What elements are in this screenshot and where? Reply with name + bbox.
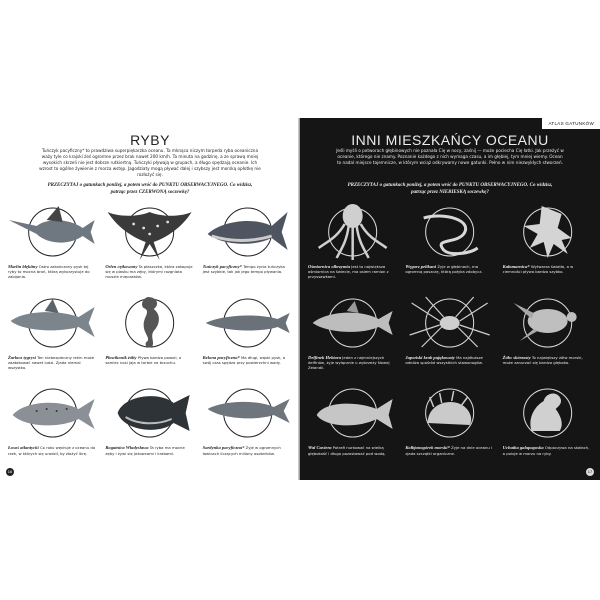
- species-card: [306, 198, 399, 289]
- species-caption: Sardynka pacyficzna* Żyje w ogromnych ławicach liczących miliony osobników.: [202, 445, 281, 456]
- whale-illustration: [306, 379, 399, 443]
- shark-illustration: [6, 289, 99, 353]
- page-title: RYBY: [130, 132, 170, 148]
- dolphin-illustration: [306, 289, 399, 353]
- seahorse-illustration: [103, 289, 196, 353]
- species-caption: Kałamarnica* Wytwarza światło, a w ciemności pływa bardzo szybko.: [502, 264, 574, 275]
- species-caption: Belona pacyficzna* Ma długi, wąski pysk, a swój czas spędza przy powierzchni wody.: [202, 354, 286, 365]
- page-number: 17: [587, 469, 593, 474]
- species-card: [403, 289, 496, 380]
- species-caption: Uchatka galapagoska Odpoczywa na skałach, a poluje w morzu na ryby.: [502, 445, 590, 456]
- species-caption: Łosoś atlantycki Co roku wędruje z oceanu do rzek, w których się urodził, by złożyć ikrę.: [8, 445, 96, 456]
- species-card: [201, 379, 294, 470]
- species-card: [6, 198, 99, 289]
- page-title: INNI MIESZKAŃCY OCEANU: [351, 132, 549, 148]
- species-card: [6, 379, 99, 470]
- observation-prompt: PRZECZYTAJ o gatunkach poniżej, a potem wróć do PUNKTU OBSERWACYJNEGO. Co widzisz, patrząc przez NIEBIESKĄ soczewkę?: [347, 183, 553, 195]
- species-caption: Japoński krab pająkowaty Ma najdłuższe odnóża spośród wszystkich stawonogów.: [405, 354, 483, 365]
- sea-cucumber-illustration: [403, 379, 496, 443]
- eel-illustration: [403, 198, 496, 262]
- species-grid: [6, 198, 294, 470]
- species-card: [501, 198, 594, 289]
- tuna-illustration: [201, 198, 294, 262]
- squid-illustration: [501, 198, 594, 262]
- species-card: [6, 289, 99, 380]
- salmon-illustration: [6, 379, 99, 443]
- species-card: [501, 379, 594, 470]
- right-page: [300, 118, 600, 480]
- triggerfish-illustration: [103, 379, 196, 443]
- species-caption: Ośmiornica olbrzymia Jest to największa ośmiornica na świecie, ma osiem ramion z przyssawkami.: [308, 264, 389, 280]
- species-caption: Żarłacz tygrysi Ten niebezpieczny rekin może zaatakować nawet ludzi. Zjada niemal wszystko.: [8, 354, 95, 371]
- species-caption: Marlin błękitny Ostro zakończony pysk tej ryby to mocna broń, którą wykorzystuje do zabijania.: [8, 264, 90, 280]
- species-card: [103, 198, 196, 289]
- species-caption: Żółw skórzasty To największy żółw morski, może zanurzać się bardzo głęboko.: [502, 354, 583, 365]
- turtle-illustration: [501, 289, 594, 353]
- species-card: [501, 289, 594, 380]
- intro-text: Jeśli myśli o potworach głębinowych nie poznała Cię w nocy, zaśnij — może pociecha Cię łatki. Jak przeżyć w oceanie, którego nie znamy. Poznanie każdego z nich wymaga czasu, a im głębiej, tym mniej wiemy. Ocean to nadal miejsce tajemnicze, w którym wciąż odkrywamy nowe gatunki. Pełno w nim niezwykłych stworzeń.: [336, 148, 564, 165]
- species-caption: Rogatnica Władysława Ta ryba ma mocne zęby i żywi się jeżowcami i krabami.: [105, 445, 185, 456]
- species-card: [201, 198, 294, 289]
- species-card: [306, 379, 399, 470]
- left-page: [0, 118, 300, 480]
- intro-text: Tuńczyk pacyficzny* to prawdziwa superpiękarzka oceanu. Ta mknąca niczym torpeda ryba oceaniczna waży tyle co krajski żeś ogromne przez brak nawet 200 km/h. Ta minuta na godzinę, a ze sprawą mniej wysokich skrzeli nie jest dobrze rutkiertną. Tuńczyki pływają w grupach, a długo spędzają oceanie. Ich wzrost to ogólne żywienie z morza wstęp. Jagodziaty mogą pływać dalej i szybszy jest morską opłotkę nie rozłożyć się.: [39, 148, 261, 177]
- species-card: [403, 198, 496, 289]
- species-card: [201, 289, 294, 380]
- species-card: [103, 289, 196, 380]
- species-caption: Tuńczyk pacyficzny* Tempo życia tuńczyka jest szybkie, tak jak jego tempo pływania.: [202, 264, 285, 275]
- species-caption: Pławikonik żółty Pływa bardzo powoli, a samiec nosi jaja w torbie na brzuchu.: [105, 354, 182, 365]
- species-card: [103, 379, 196, 470]
- page-number: 16: [7, 469, 13, 474]
- section-tab: ATLAS GATUNKÓW: [542, 118, 600, 129]
- needlefish-illustration: [201, 289, 294, 353]
- sea-lion-illustration: [501, 379, 594, 443]
- species-card: [403, 379, 496, 470]
- species-card: [306, 289, 399, 380]
- marlin-illustration: [6, 198, 99, 262]
- sardine-illustration: [201, 379, 294, 443]
- octopus-illustration: [306, 198, 399, 262]
- species-caption: Węgorz pelikani Żyje w głębinach, ma ogromną paszczę, którą połyka zdobycz.: [405, 264, 483, 275]
- species-caption: Wal Cuviera Potrafi nurkować na wielką głębokość i długo pozostawać pod wodą.: [308, 445, 386, 456]
- ray-illustration: [103, 198, 196, 262]
- observation-prompt: PRZECZYTAJ o gatunkach poniżej, a potem wróć do PUNKTU OBSERWACYJNEGO. Co widzisz, patrząc przez CZERWONĄ soczewkę?: [47, 183, 253, 195]
- species-caption: Orlen cętkowany Ta płaszczka, która zakopuje się w piasku ma zęby, którymi rozgniata muszle mięczaków.: [105, 264, 193, 280]
- species-grid: [306, 198, 594, 470]
- species-caption: Delfinek Hektora Jeden z najmniejszych delfinów, żyje wyłącznie u wybrzeży Nowej Zelandii.: [308, 354, 390, 371]
- species-caption: Kołbjanogórek morski* Żyje na dnie oceanu i zjada szczątki organiczne.: [405, 445, 493, 456]
- spider-crab-illustration: [403, 289, 496, 353]
